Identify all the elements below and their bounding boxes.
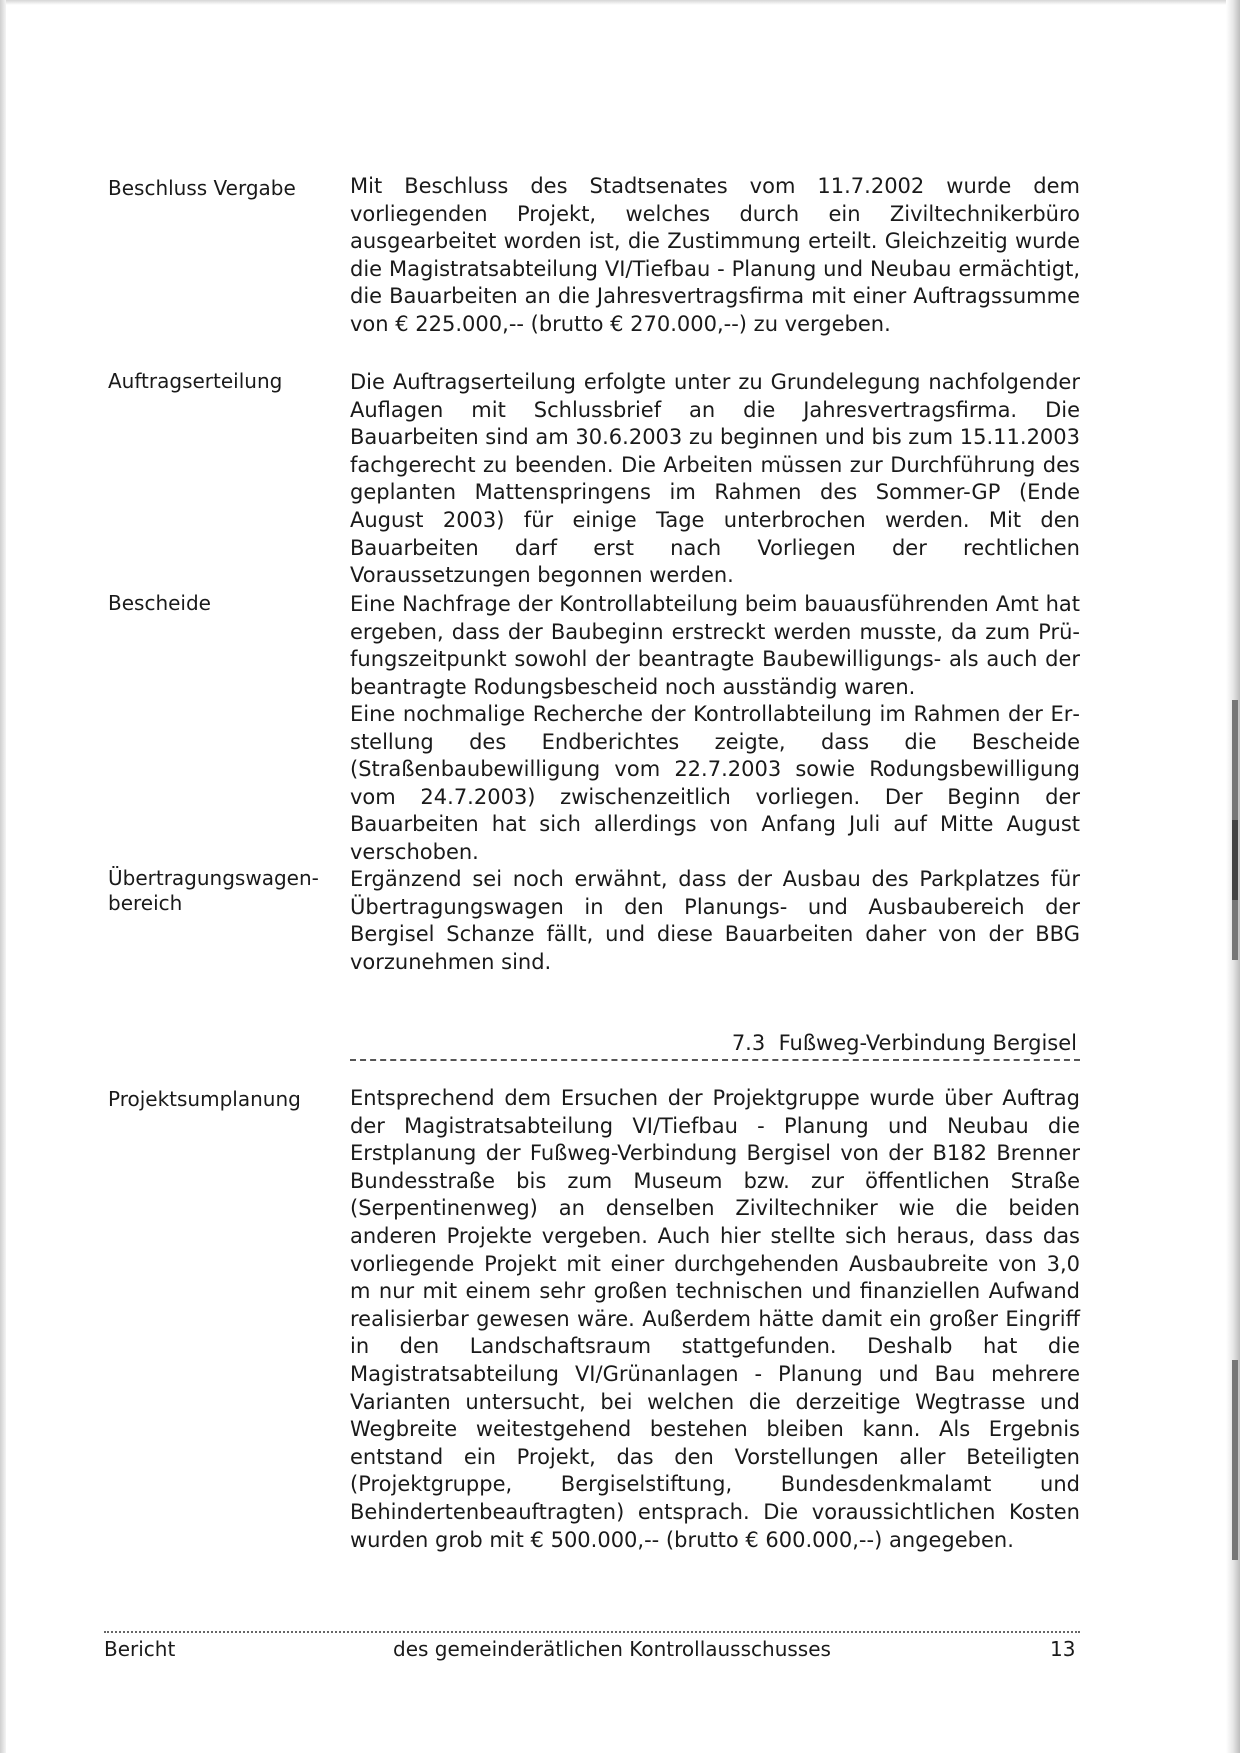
body-paragraph: Eine Nachfrage der Kontrollabteilung beim bauausführenden Amt hat ergeben, dass der Baubeginn erstreckt werden musste, da zum Prüfungszeitpunkt sowohl der beantragte Baubewilligungs- als auch der beantragte Rodungsbescheid noch ausständig waren.: [350, 592, 1080, 699]
section-title: Fußweg-Verbindung Bergisel: [778, 1031, 1077, 1055]
margin-label-line: Übertragungswagen-: [108, 866, 319, 890]
margin-label: Beschluss Vergabe: [108, 176, 296, 200]
margin-label-line: bereich: [108, 891, 183, 915]
body-paragraph: Die Auftragserteilung erfolgte unter zu Grundelegung nachfolgender Auflagen mit Schlussbrief an die Jahresvertragsfirma. Die Bauarbeiten sind am 30.6.2003 zu beginnen und bis zum 15.11.2003 fachgerecht zu beenden. Die Arbeiten müssen zur Durchführung des geplanten Mattenspringens im Rahmen des Sommer-GP (Ende August 2003) für einige Tage unterbrochen werden. Mit den Bauarbeiten darf erst nach Vorliegen der rechtlichen Voraussetzungen begonnen werden.: [350, 370, 1081, 588]
page-number: 13: [1050, 1637, 1076, 1661]
margin-label: Bescheide: [108, 591, 211, 615]
footer-center: des gemeinderätlichen Kontrollausschusses: [393, 1637, 831, 1661]
body-paragraph: Ergänzend sei noch erwähnt, dass der Ausbau des Parkplatzes für Übertragungswagen in den Planungs- und Ausbaubereich der Bergisel Schanze fällt, und diese Bauarbeiten daher von der BBG vorzunehmen sind.: [350, 867, 1080, 974]
body-paragraph: Entsprechend dem Ersuchen der Projektgruppe wurde über Auftrag der Magistratsabteilung VI/Tiefbau - Planung und Neubau die Erstplanung der Fußweg-Verbindung Bergisel von der B182 Brenner Bundesstraße bis zum Museum bzw. zur öffentlichen Straße (Serpentinenweg) an denselben Ziviltechniker wie die beiden anderen Projekte vergeben. Auch hier stellte sich heraus, dass das vorliegende Projekt mit einer durchgehenden Ausbaubreite von 3,0 m nur mit einem sehr großen technischen und finanziellen Aufwand realisierbar gewesen wäre. Außerdem hätte damit ein großer Eingriff in den Landschaftsraum stattgefunden. Deshalb hat die Magistratsabteilung VI/Grünanlagen - Planung und Bau mehrere Varianten untersucht, bei welchen die derzeitige Wegtrasse und Wegbreite weitestgehend bestehen bleiben kann. Als Ergebnis entstand ein Projekt, das den Vorstellungen aller Beteiligten (Projektgruppe, Bergiselstiftung, Bundesdenkmalamt und Behindertenbeauftragten) entsprach. Die voraussichtlichen Kosten wurden grob mit € 500.000,-- (brutto € 600.000,--) angegeben.: [350, 1086, 1080, 1552]
section-number: 7.3: [731, 1031, 766, 1055]
footer-divider: [104, 1631, 1080, 1633]
margin-label: [108, 866, 318, 916]
section-heading: [350, 1029, 1080, 1061]
footer-left: Bericht: [104, 1637, 176, 1661]
body-paragraph: Eine nochmalige Recherche der Kontrollabteilung im Rahmen der Erstellung des Endberichtes zeigte, dass die Bescheide (Straßenbaubewilligung vom 22.7.2003 sowie Rodungsbewilligung vom 24.7.2003) zwischenzeitlich vorliegen. Der Beginn der Bauarbeiten hat sich allerdings von Anfang Juli auf Mitte August verschoben.: [350, 702, 1080, 864]
body-paragraph: Mit Beschluss des Stadtsenates vom 11.7.2002 wurde dem vorliegenden Projekt, welches durch ein Ziviltechnikerbüro ausgearbeitet worden ist, die Zustimmung erteilt. Gleichzeitig wurde die Magistratsabteilung VI/Tiefbau - Planung und Neubau ermächtigt, die Bauarbeiten an die Jahresvertragsfirma mit einer Auftragssumme von € 225.000,-- (brutto € 270.000,--) zu vergeben.: [350, 174, 1080, 336]
margin-label: Auftragserteilung: [108, 369, 283, 393]
margin-label: Projektsumplanung: [108, 1087, 301, 1111]
section-heading-text: [732, 1029, 1077, 1057]
